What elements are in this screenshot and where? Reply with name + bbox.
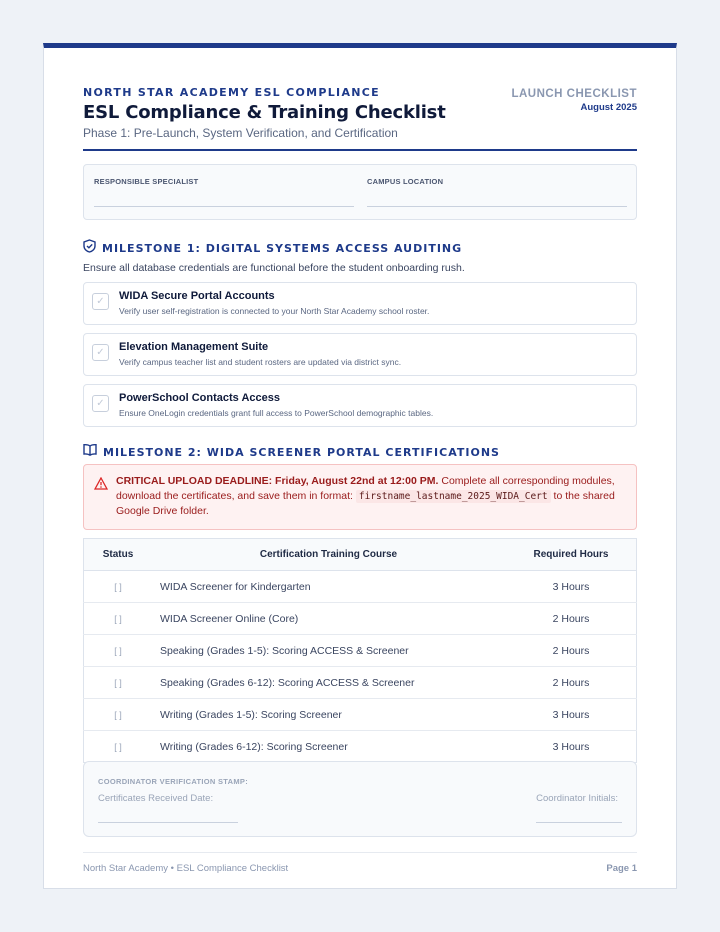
footer-left: North Star Academy • ESL Compliance Checklist: [83, 863, 289, 874]
course-name: WIDA Screener for Kindergarten: [152, 571, 506, 603]
checkbox[interactable]: ✓: [92, 344, 109, 361]
status-checkbox[interactable]: [ ]: [84, 667, 153, 699]
specialist-field[interactable]: [94, 177, 354, 207]
page-number: Page 1: [606, 863, 637, 874]
alert-bold: CRITICAL UPLOAD DEADLINE: Friday, August 22nd at 12:00 PM.: [116, 475, 439, 487]
table-row: [84, 667, 637, 699]
milestone-1-description: Ensure all database credentials are functional before the student onboarding rush.: [83, 262, 465, 274]
course-name: Speaking (Grades 1-5): Scoring ACCESS & Screener: [152, 635, 506, 667]
header-divider: [83, 149, 637, 151]
course-hours: 2 Hours: [506, 635, 637, 667]
status-checkbox[interactable]: [ ]: [84, 635, 153, 667]
col-status: Status: [84, 539, 153, 571]
received-date-label: Certificates Received Date:: [98, 793, 214, 804]
table-row: [84, 603, 637, 635]
table-row: [84, 731, 637, 763]
course-hours: 3 Hours: [506, 571, 637, 603]
initials-label: Coordinator Initials:: [536, 793, 618, 804]
item-title: WIDA Secure Portal Accounts: [119, 290, 275, 302]
verification-stamp: [83, 761, 637, 837]
alert-text: [116, 474, 622, 519]
footer-divider: [83, 852, 637, 853]
file-format-code: firstname_lastname_2025_WIDA_Cert: [356, 490, 551, 503]
org-name: NORTH STAR ACADEMY ESL COMPLIANCE: [83, 86, 380, 99]
deadline-alert: [83, 464, 637, 530]
col-course: Certification Training Course: [152, 539, 506, 571]
course-name: Writing (Grades 1-5): Scoring Screener: [152, 699, 506, 731]
course-name: Speaking (Grades 6-12): Scoring ACCESS & Screener: [152, 667, 506, 699]
campus-field[interactable]: [367, 177, 627, 207]
item-description: Ensure OneLogin credentials grant full access to PowerSchool demographic tables.: [119, 408, 434, 418]
checkbox[interactable]: ✓: [92, 293, 109, 310]
checklist-item-elevation[interactable]: [83, 333, 637, 376]
status-checkbox[interactable]: [ ]: [84, 731, 153, 763]
col-hours: Required Hours: [506, 539, 637, 571]
alert-text-2: to the shared Google Drive folder.: [116, 490, 615, 517]
course-hours: 3 Hours: [506, 699, 637, 731]
status-checkbox[interactable]: [ ]: [84, 603, 153, 635]
received-date-line[interactable]: [98, 822, 238, 823]
initials-line[interactable]: [536, 822, 622, 823]
status-checkbox[interactable]: [ ]: [84, 699, 153, 731]
certification-table: [83, 538, 637, 763]
milestone-1-heading: [83, 239, 462, 258]
milestone-2-title: MILESTONE 2: WIDA SCREENER PORTAL CERTIFICATIONS: [103, 445, 500, 459]
specialist-label: RESPONSIBLE SPECIALIST: [94, 177, 199, 186]
launch-label: LAUNCH CHECKLIST: [511, 88, 637, 100]
document-page: [43, 43, 677, 889]
milestone-1-title: MILESTONE 1: DIGITAL SYSTEMS ACCESS AUDITING: [102, 242, 463, 255]
table-row: [84, 571, 637, 603]
table-row: [84, 699, 637, 731]
checklist-item-powerschool[interactable]: [83, 384, 637, 427]
table-header-row: [84, 539, 637, 571]
course-name: Writing (Grades 6-12): Scoring Screener: [152, 731, 506, 763]
item-description: Verify user self-registration is connected to your North Star Academy school roster.: [119, 306, 430, 316]
page-title: ESL Compliance & Training Checklist: [83, 102, 446, 123]
milestone-2-heading: [83, 443, 500, 461]
stamp-heading: COORDINATOR VERIFICATION STAMP:: [98, 777, 248, 786]
course-hours: 2 Hours: [506, 603, 637, 635]
page-subtitle: Phase 1: Pre-Launch, System Verification, and Certification: [83, 126, 398, 140]
checkbox[interactable]: ✓: [92, 395, 109, 412]
campus-label: CAMPUS LOCATION: [367, 177, 444, 186]
alert-text-1: Complete all corresponding modules, download the certificates, and save them in format:: [116, 475, 615, 502]
shield-check-icon: [83, 239, 96, 258]
course-hours: 2 Hours: [506, 667, 637, 699]
assignment-fields: [83, 164, 637, 220]
course-hours: 3 Hours: [506, 731, 637, 763]
open-book-icon: [83, 443, 97, 461]
item-title: Elevation Management Suite: [119, 341, 269, 353]
course-name: WIDA Screener Online (Core): [152, 603, 506, 635]
status-checkbox[interactable]: [ ]: [84, 571, 153, 603]
warning-triangle-icon: [94, 477, 108, 495]
document-date: August 2025: [580, 102, 637, 113]
checklist-item-wida-portal[interactable]: [83, 282, 637, 325]
item-description: Verify campus teacher list and student rosters are updated via district sync.: [119, 357, 402, 367]
item-title: PowerSchool Contacts Access: [119, 392, 280, 404]
table-row: [84, 635, 637, 667]
specialist-line: [94, 206, 354, 207]
campus-line: [367, 206, 627, 207]
